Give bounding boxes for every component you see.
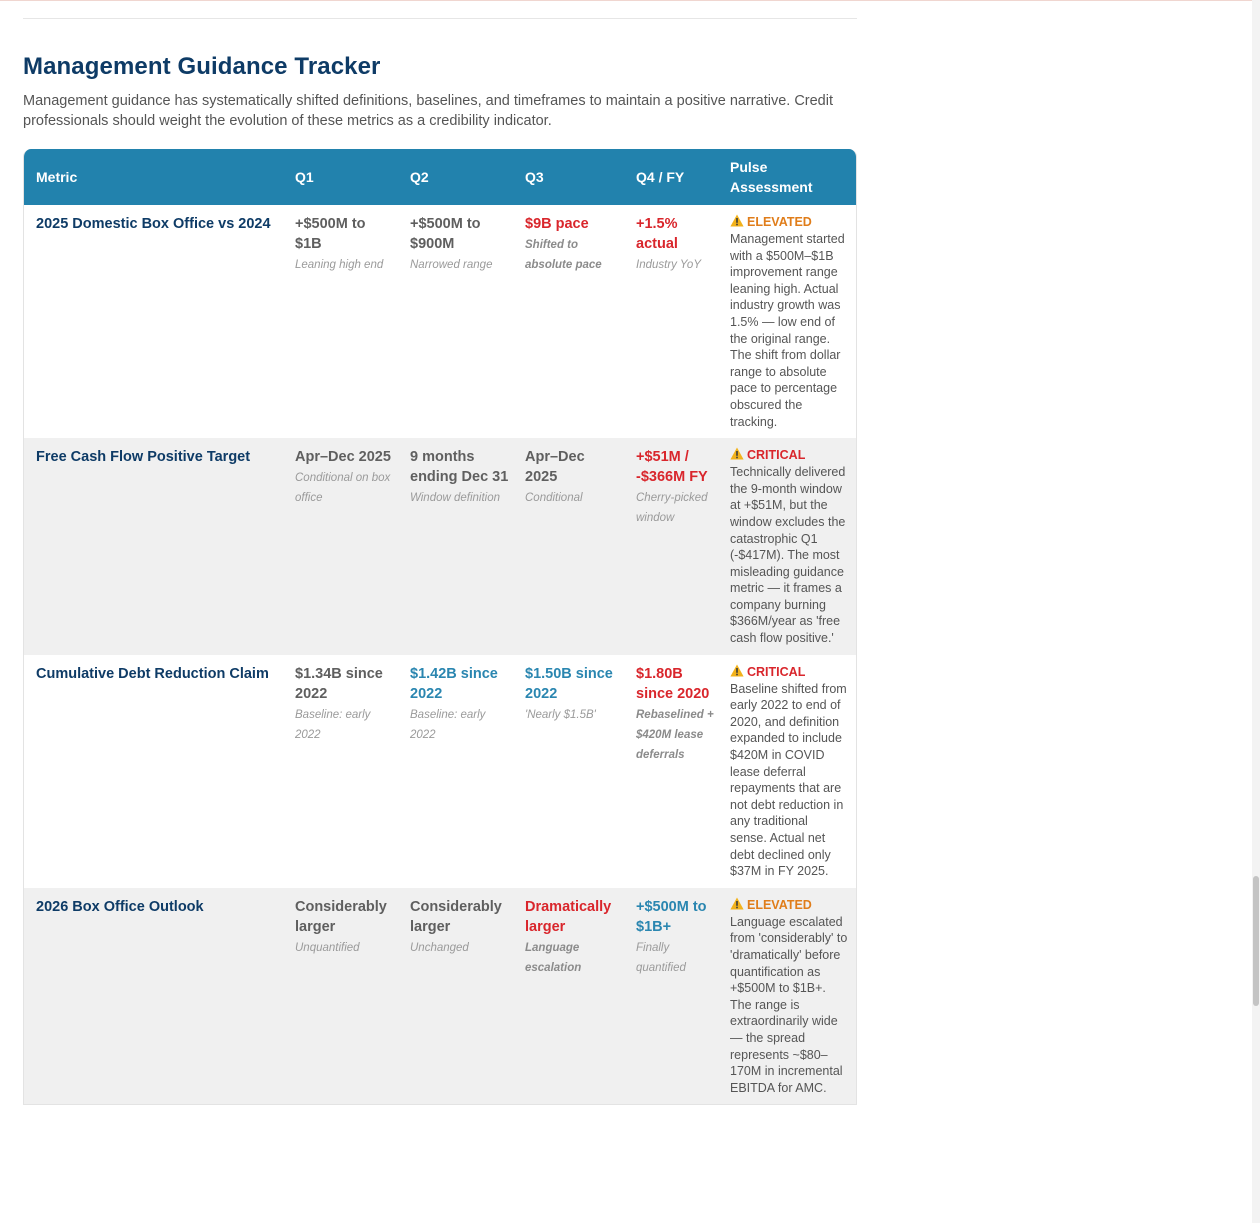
q4-value: $1.80B since 2020 [636,665,710,702]
q1-note: Baseline: early 2022 [295,708,371,741]
table-row [24,205,857,438]
q1-cell [283,888,398,1105]
assessment-cell [718,888,857,1105]
q3-value: $1.50B since 2022 [525,665,613,702]
q4-cell [624,888,718,1105]
q2-value: +$500M to $900M [410,216,481,252]
q2-cell [398,655,513,888]
status-badge [730,447,848,463]
q3-value: Dramatically larger [525,898,612,935]
assessment-cell [718,205,857,438]
q1-value: +$500M to $1B [295,216,366,252]
q3-note: Shifted to absolute pace [525,239,602,271]
q3-cell [513,888,624,1105]
q3-value: $9B pace [525,216,589,232]
assessment-cell [718,655,857,888]
table-row [24,438,857,655]
q4-note: Industry YoY [636,259,701,271]
status-badge [730,897,848,913]
q2-note: Narrowed range [410,259,493,271]
q1-note: Leaning high end [295,259,384,271]
q1-cell [283,205,398,438]
q4-value: +$51M / -$366M FY [636,449,708,486]
metric-name: 2026 Box Office Outlook [24,888,283,1105]
q3-cell [513,205,624,438]
q3-cell [513,438,624,655]
q2-note: Unchanged [410,941,469,954]
status-badge-label: ELEVATED [747,897,812,912]
metric-name: 2025 Domestic Box Office vs 2024 [24,205,283,438]
assessment-text: Management started with a $500M–$1B improvement range leaning high. Actual industry growth was 1.5% — low end of the original range. The shift from dollar range to absolute pace to percentage obscured the tracking. [730,232,845,429]
q4-note: Rebaselined + $420M lease deferrals [636,708,714,761]
section-divider [23,18,857,19]
q1-value: $1.34B since 2022 [295,665,383,702]
q2-value: 9 months ending Dec 31 [410,449,509,486]
metric-name: Free Cash Flow Positive Target [24,438,283,655]
section-title: Management Guidance Tracker [23,53,381,80]
q4-cell [624,205,718,438]
q3-note: Language escalation [525,941,582,974]
q4-value: +$500M to $1B+ [636,898,707,935]
q1-cell [283,438,398,655]
q2-cell [398,438,513,655]
section-intro: Management guidance has systematically shifted definitions, baselines, and timeframes to maintain a positive narrative. Credit professionals should weight the evolution of these metrics as a credibility indicator. [23,93,833,129]
q1-value: Considerably larger [295,898,387,935]
header-q2: Q2 [398,149,513,205]
status-badge [730,664,848,680]
status-badge-label: CRITICAL [747,448,806,463]
guidance-section [23,0,857,1105]
q4-cell [624,655,718,888]
warning-icon [730,897,744,910]
assessment-text: Technically delivered the 9-month window at +$51M, but the window excludes the catastrophic Q1 (-$417M). The most misleading guidance metric — it frames a company burning $366M/year as 'free cash flow positive.' [730,465,846,646]
header-q3: Q3 [513,149,624,205]
status-badge [730,214,848,230]
q2-note: Window definition [410,492,501,505]
status-badge-label: CRITICAL [747,664,806,679]
table-row [24,655,857,888]
q3-cell [513,655,624,888]
q4-note: Finally quantified [636,941,686,974]
q4-value: +1.5% actual [636,216,678,252]
q3-value: Apr–Dec 2025 [525,449,585,486]
assessment-text: Language escalated from 'considerably' to 'dramatically' before quantification as +$500M to $1B+. The range is extraordinarily wide — the spread represents ~$80–170M in incremental EBITDA for AMC. [730,914,848,1095]
scrollbar[interactable] [1252,0,1260,1223]
header-q1: Q1 [283,149,398,205]
header-assessment: Pulse Assessment [718,149,857,205]
assessment-cell [718,438,857,655]
warning-icon [730,447,744,460]
q2-cell [398,205,513,438]
q2-note: Baseline: early 2022 [410,708,486,741]
table-header-row [24,149,857,205]
metric-name: Cumulative Debt Reduction Claim [24,655,283,888]
q1-note: Conditional on box office [295,472,391,505]
warning-icon [730,664,744,677]
q2-value: $1.42B since 2022 [410,665,498,702]
scrollbar-thumb[interactable] [1253,876,1259,1006]
q3-note: Conditional [525,492,583,505]
assessment-text: Baseline shifted from early 2022 to end of 2020, and definition expanded to include $420M in COVID lease deferral repayments that are not debt reduction in any traditional sense. Actual net debt declined only $37M in FY 2025. [730,681,847,879]
header-metric: Metric [24,149,283,205]
status-badge-label: ELEVATED [747,215,812,229]
warning-icon [730,214,744,227]
q4-note: Cherry-picked window [636,492,708,525]
q2-value: Considerably larger [410,898,502,935]
q2-cell [398,888,513,1105]
q1-note: Unquantified [295,941,360,954]
q1-value: Apr–Dec 2025 [295,449,391,466]
guidance-table [23,149,857,1105]
table-row [24,888,857,1105]
q4-cell [624,438,718,655]
header-q4: Q4 / FY [624,149,718,205]
q3-note: 'Nearly $1.5B' [525,708,596,721]
q1-cell [283,655,398,888]
